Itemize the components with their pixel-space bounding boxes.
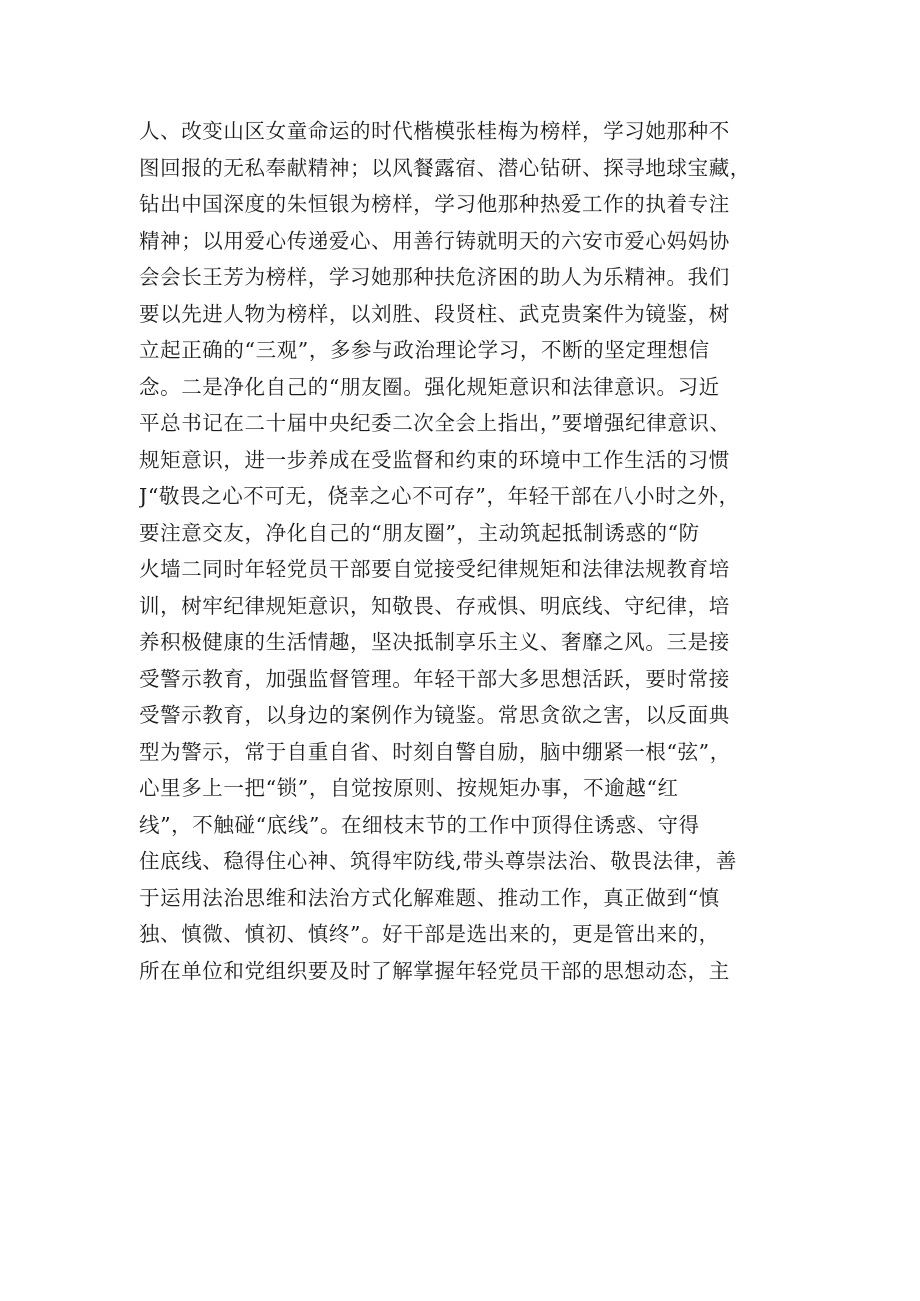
text-line: 所在单位和党组织要及时了解掌握年轻党员干部的思想动态，主 [139,958,730,983]
text-line: 于运用法治思维和法治方式化解难题、推动工作，真正做到“慎 [139,885,720,910]
text-line: 规矩意识，进一步养成在受监督和约束的环境中工作生活的习惯 [139,447,730,472]
text-line: 线”，不触碰“底线”。在细枝末节的工作中顶得住诱惑、守得 [139,812,700,837]
text-line: 要注意交友，净化自己的“朋友圈”，主动筑起抵制诱惑的“防 [139,520,700,545]
text-line: 会会长王芳为榜样，学习她那种扶危济困的助人为乐精神。我们 [139,265,730,289]
text-line: 精神；以用爱心传递爱心、用善行铸就明天的六安市爱心妈妈协 [139,228,730,253]
text-line: J“敬畏之心不可无，侥幸之心不可存”，年轻干部在八小时之外， [139,484,740,508]
text-line: 钻出中国深度的朱恒银为榜样，学习他那种热爱工作的执着专注 [139,192,730,216]
text-line: 图回报的无私奉献精神；以风餐露宿、潜心钻研、探寻地球宝藏， [139,155,751,180]
text-line: 人、改变山区女童命运的时代楷模张桂梅为榜样，学习她那种不 [139,119,730,143]
text-line: 住底线、稳得住心神、筑得牢防线,带头尊崇法治、敬畏法律，善 [139,849,737,873]
text-line: 受警示教育，以身边的案例作为镜鉴。常思贪欲之害，以反面典 [139,703,730,727]
text-line: 平总书记在二十届中央纪委二次全会上指出，”要增强纪律意识、 [139,411,731,435]
text-line: 要以先进人物为榜样，以刘胜、段贤柱、武克贵案件为镜鉴，树 [139,301,730,326]
text-line: 训，树牢纪律规矩意识，知敬畏、存戒惧、明底线、守纪律，培 [139,593,730,618]
text-line: 火墙二同时年轻党员干部要自觉接受纪律规矩和法律法规教育培 [139,557,730,581]
text-line: 受警示教育，加强监督管理。年轻干部大多思想活跃，要时常接 [139,666,730,691]
text-line: 立起正确的“三观”，多参与政治理论学习，不断的坚定理想信 [139,338,710,362]
text-line: 养积极健康的生活情趣，坚决抵制享乐主义、奢靡之风。三是接 [139,630,730,654]
text-line: 型为警示，常于自重自省、时刻自警自励，脑中绷紧一根“弦”， [139,739,731,764]
text-line: 念。二是净化自己的“朋友圈。强化规矩意识和法律意识。习近 [139,374,720,399]
text-line: 独、慎微、慎初、慎终”。好干部是选出来的，更是管出来的， [139,922,720,946]
text-line: 心里多上一把“锁”，自觉按原则、按规矩办事，不逾越“红 [139,776,679,800]
body-paragraph [139,113,799,989]
